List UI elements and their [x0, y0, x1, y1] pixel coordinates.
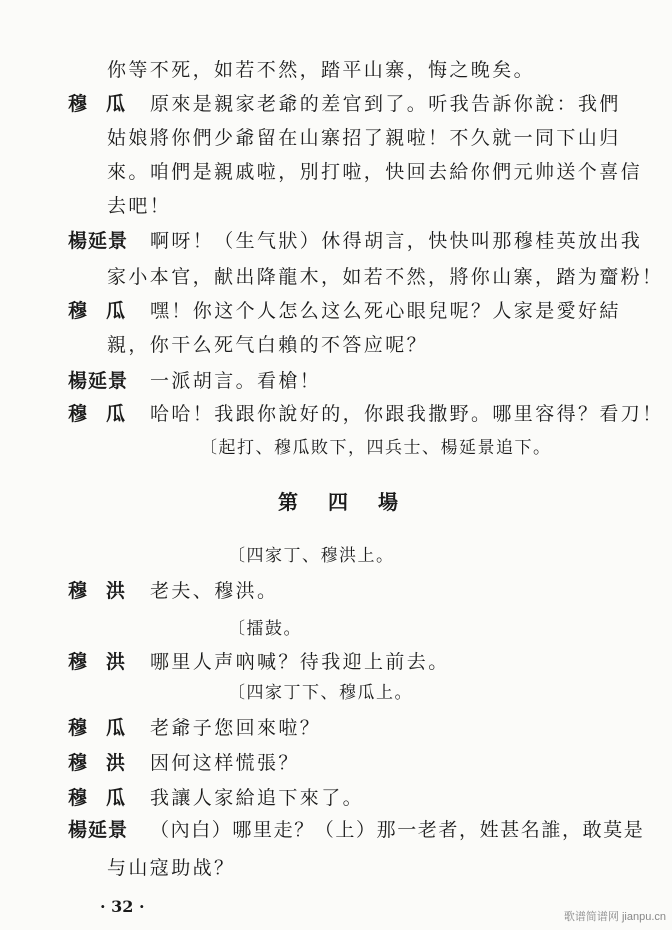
dialogue-text: （內白）哪里走？（上）那一老者，姓甚名誰，敢莫是: [150, 819, 645, 841]
dialogue-text: 老爺子您回來啦？: [150, 717, 322, 739]
scene-heading: 第四場: [278, 490, 428, 514]
dialogue-text: 原來是親家老爺的差官到了。听我告訴你說：我們: [150, 93, 621, 115]
speaker-name: 穆瓜: [68, 787, 145, 809]
stage-direction: 〔擂鼓。: [228, 619, 302, 639]
speaker-name: 楊延景: [68, 819, 129, 841]
speaker-name: 穆瓜: [68, 717, 145, 739]
dialogue-text: 一派胡言。看槍！: [150, 370, 322, 392]
dialogue-text: 哈哈！我跟你說好的，你跟我撒野。哪里容得？看刀！: [150, 403, 664, 425]
page-number: · 32 ·: [100, 897, 145, 916]
speaker-name: 穆洪: [68, 651, 145, 673]
dialogue-continuation: 与山寇助战？: [107, 857, 236, 879]
dialogue-text: 哪里人声吶喊？待我迎上前去。: [150, 651, 450, 673]
dialogue-continuation: 家小本官，献出降龍木，如若不然，將你山寨，踏为齏粉！: [107, 266, 664, 288]
dialogue-continuation: 你等不死，如若不然，踏平山寨，悔之晚矣。: [107, 59, 536, 81]
dialogue-continuation: 去吧！: [107, 195, 172, 217]
speaker-name: 穆洪: [68, 580, 145, 602]
stage-direction: 〔四家丁、穆洪上。: [228, 546, 395, 566]
speaker-name: 楊延景: [68, 230, 129, 252]
stage-direction: 〔起打、穆瓜敗下，四兵士、楊延景追下。: [200, 438, 552, 458]
speaker-name: 穆瓜: [68, 93, 145, 115]
dialogue-continuation: 親，你干么死气白賴的不答应呢？: [107, 334, 429, 356]
dialogue-text: 因何这样慌張？: [150, 752, 300, 774]
dialogue-text: 啊呀！（生气狀）休得胡言，快快叫那穆桂英放出我: [150, 230, 643, 252]
speaker-name: 穆瓜: [68, 403, 145, 425]
stage-direction: 〔四家丁下、穆瓜上。: [228, 683, 413, 703]
dialogue-continuation: 來。咱們是親戚啦，別打啦，快回去給你們元帅送个喜信: [107, 161, 643, 183]
dialogue-text: 嘿！你这个人怎么这么死心眼兒呢？人家是愛好結: [150, 300, 621, 322]
speaker-name: 穆瓜: [68, 300, 145, 322]
dialogue-text: 我讓人家給追下來了。: [150, 787, 365, 809]
speaker-name: 楊延景: [68, 370, 129, 392]
dialogue-text: 老夫、穆洪。: [150, 580, 279, 602]
dialogue-continuation: 姑娘將你們少爺留在山寨招了親啦！不久就一同下山归: [107, 127, 621, 149]
speaker-name: 穆洪: [68, 752, 145, 774]
watermark: 歌谱简谱网 jianpu.cn: [563, 911, 666, 923]
